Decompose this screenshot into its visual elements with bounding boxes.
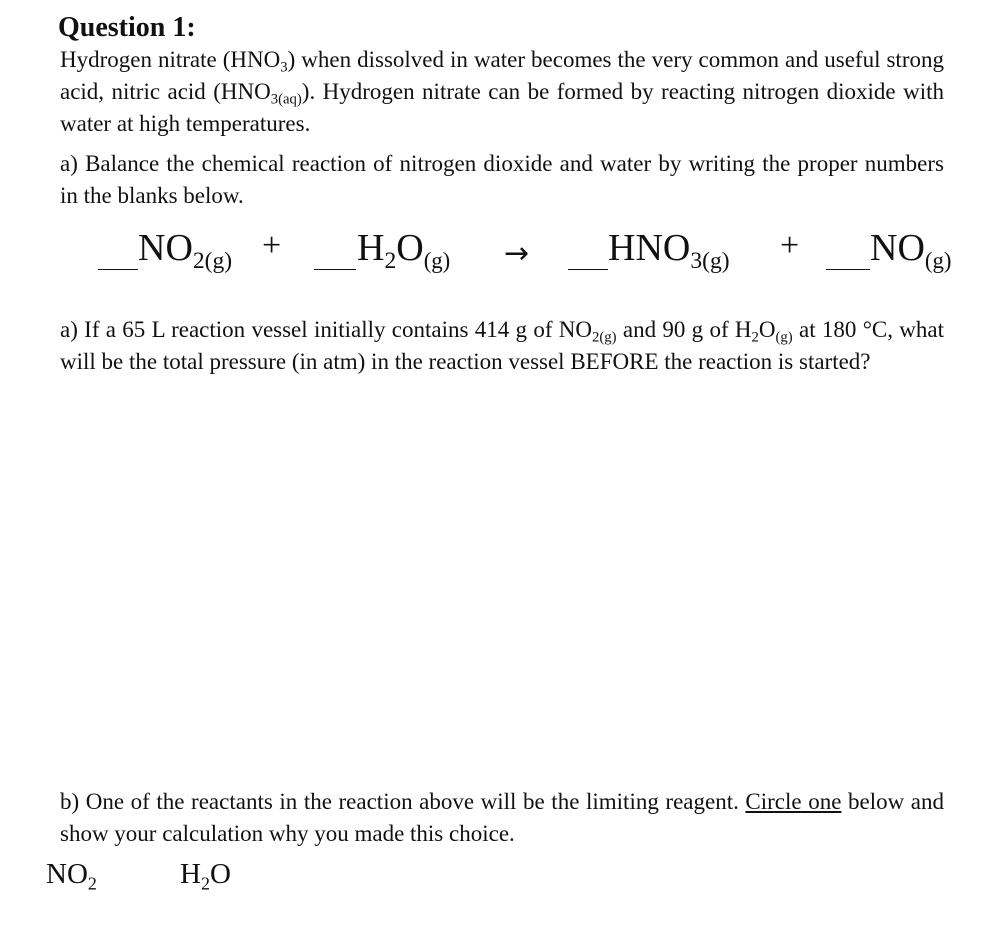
reaction-arrow: → bbox=[504, 236, 530, 271]
reactant-no2: $NO_{2(g)}$ bbox=[138, 227, 233, 275]
product-no: $NO_{(g)}$ bbox=[870, 227, 952, 273]
reactant-h2o: $H_2O_{(g)}$ bbox=[357, 227, 451, 275]
choice-h2o[interactable]: $H_2O$ bbox=[180, 858, 231, 894]
chemical-equation bbox=[0, 222, 1006, 292]
part-b-limiting-reagent-question: b) One of the reactants in the reaction above will be the limiting reagent. Circle one below and show your calculation why you made this choice. bbox=[60, 789, 945, 846]
choice-no2[interactable]: $NO_2$ bbox=[46, 858, 97, 894]
circle-one-underlined: Circle one bbox=[745, 789, 842, 814]
coefficient-blank-hno3[interactable] bbox=[568, 269, 608, 270]
plus-sign: + bbox=[780, 227, 800, 264]
product-hno3: $HNO_{3(g)}$ bbox=[608, 227, 730, 275]
coefficient-blank-no2[interactable] bbox=[98, 269, 138, 270]
coefficient-blank-no[interactable] bbox=[826, 269, 870, 270]
plus-sign: + bbox=[262, 227, 282, 264]
question-title: Question 1: bbox=[58, 12, 196, 43]
part-a-balance-instruction: a) Balance the chemical reaction of nitrogen dioxide and water by writing the proper numbers in the blanks below. bbox=[60, 151, 944, 208]
part-a-pressure-question: a) If a 65 L reaction vessel initially contains 414 g of $NO_{2(g)}$ and 90 g of $H_2O_{(g)}$ at 180 °C, what will be the total pressure (in atm) in the reaction vessel BEFORE the reaction is started? bbox=[60, 317, 944, 374]
coefficient-blank-h2o[interactable] bbox=[314, 269, 356, 270]
intro-paragraph: Hydrogen nitrate $(HNO_3)$ when dissolved in water becomes the very common and useful strong acid, nitric acid $(HNO_{3(aq)})$. Hydrogen nitrate can be formed by reacting nitrogen dioxide with water at high temperatures. bbox=[60, 47, 944, 136]
